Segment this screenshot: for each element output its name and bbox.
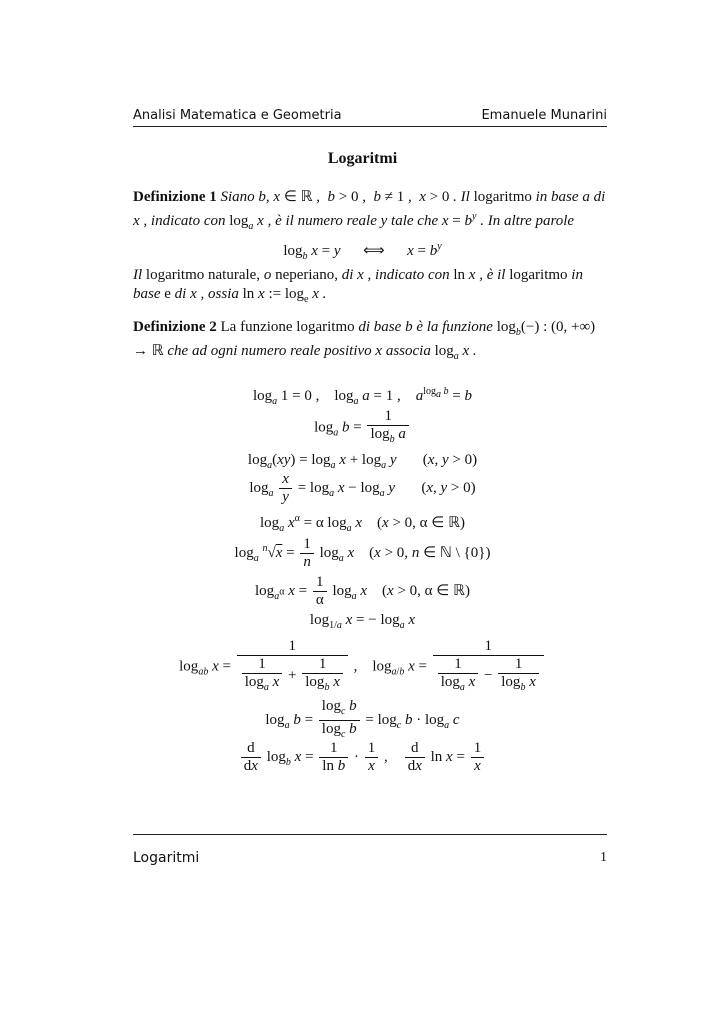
formula-7: $\log_{a^\alpha} x$ = $\frac{1}{\alpha}$ $\log_a x$ (x > 0, α ∈ ℝ)	[255, 574, 470, 608]
formula-6: $\log_a ^n√x$ = $\frac{1}{n}$ $\log_a x$ (x > 0, n ∈ ℕ \ {0})	[234, 536, 491, 570]
header-right: Emanuele Munarini	[481, 108, 607, 123]
formula-4: $\log_a$ $\frac{x}{y}$ = $\log_a x - \log_a y$ (x, y > 0)	[249, 471, 476, 505]
header-rule	[133, 126, 607, 127]
definition-2: Definizione 2 La funzione logaritmo di base b è la funzione $\log_b(-)$ : (0, +∞) → ℝ che ad ogni numero reale positivo x associa $\log_a x$ .	[133, 319, 596, 362]
formula-1: $\log_a 1 = 0$ , $\log_a a = 1$ , $a^{log_a b} = b$	[252, 386, 473, 407]
definition-1: Definizione 1 Siano b, x ∈ ℝ , b > 0 , b ≠ 1 , x > 0 . Il logaritmo in base a di x , indicato con $\log_a x$ , è il numero reale y tale che $x = b^y$ . In altre parole	[133, 189, 606, 232]
definition-1-natural-log: Il logaritmo naturale, o neperiano, di x , indicato con ln x , è il logaritmo in base e di x , ossia ln x := $\log_e x$ .	[133, 267, 583, 305]
formula-3: $\log_a(xy) = \log_a x + \log_a y$ (x, y > 0)	[247, 452, 478, 471]
footer-left: Logaritmi	[133, 850, 200, 866]
formula-10: $\log_a b$ = $\frac{\log_c b}{\log_c b}$ = $\log_c b \cdot \log_a c$	[265, 698, 460, 740]
formula-8: $\log_{1/a} x$ = − $\log_a x$	[309, 612, 416, 631]
footer-rule	[133, 834, 607, 835]
formula-9: $\log_{ab} x$ = 1 $\frac{1}{\log_a x}$ + $\frac{1}{\log_b x}$ , $\log_{a/b} x$ = 1 $\frac{1}{\log_a x}$ − $\frac{1}{\log_b x}$	[0, 638, 725, 696]
definition-2-label: Definizione 2	[133, 319, 217, 335]
definition-1-equation: $\log_b x = y$ ⟺ $x = b^y$	[283, 241, 442, 262]
definition-1-label: Definizione 1	[133, 189, 217, 205]
page-title: Logaritmi	[327, 150, 398, 167]
header-left: Analisi Matematica e Geometria	[133, 108, 342, 123]
formula-5: $\log_a x^\alpha = \alpha$ $\log_a x$ (x > 0, α ∈ ℝ)	[260, 513, 465, 534]
page-number: 1	[600, 850, 607, 865]
formula-11: $\frac{d}{dx}$ $\log_b x$ = $\frac{1}{\text{ln b}}$ · $\frac{1}{x}$ , $\frac{d}{dx}$ ln x = $\frac{1}{x}$	[0, 740, 725, 775]
formula-2: $\log_a b$ = $\frac{1}{\log_b a}$	[0, 408, 725, 448]
